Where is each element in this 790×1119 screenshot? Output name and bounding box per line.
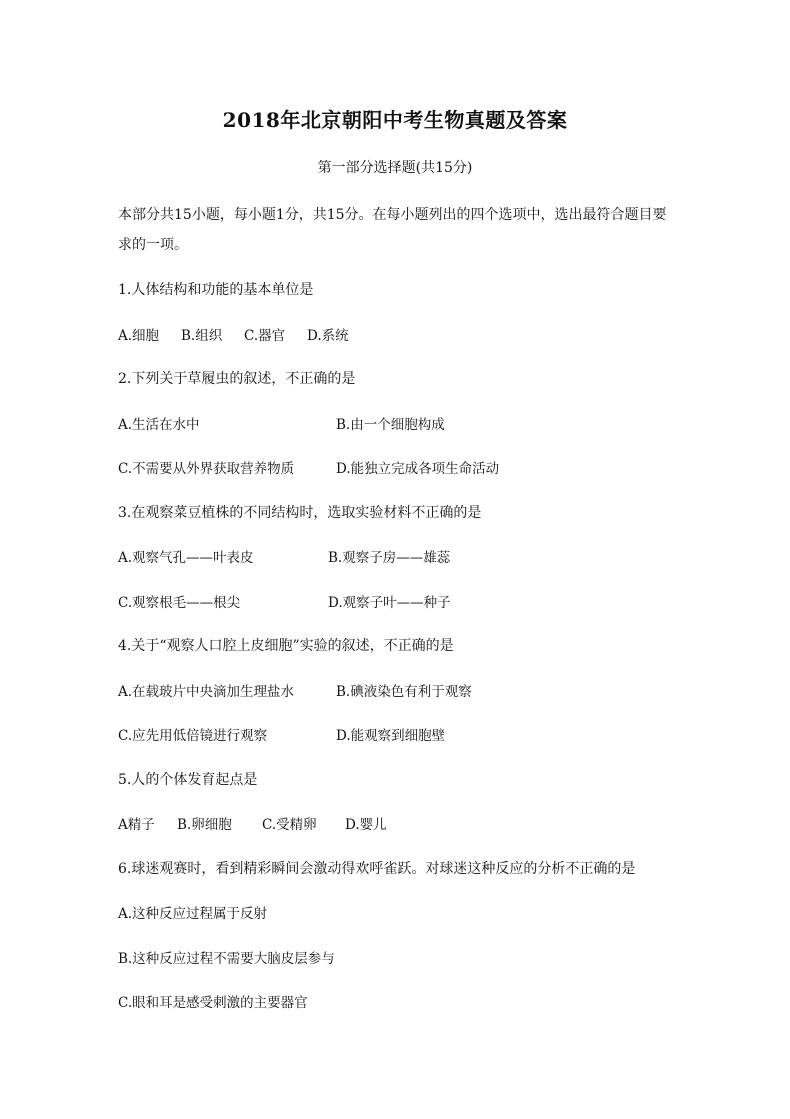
question-5-option-d: D.婴儿: [345, 817, 387, 833]
question-3-option-d: D.观察子叶——种子: [328, 595, 451, 611]
question-1-stem: 1.人体结构和功能的基本单位是: [118, 282, 314, 298]
question-3-stem: 3.在观察菜豆植株的不同结构时，选取实验材料不正确的是: [118, 505, 482, 521]
question-5-option-c: C.受精卵: [262, 817, 317, 833]
section-heading: 第一部分选择题(共15分): [317, 160, 473, 176]
question-1-option-d: D.系统: [307, 328, 349, 344]
question-1-option-b: B.组织: [181, 328, 223, 344]
question-6-option-c: C.眼和耳是感受刺激的主要器官: [118, 995, 308, 1011]
question-6-option-b: B.这种反应过程不需要大脑皮层参与: [118, 951, 335, 967]
question-1-option-a: A.细胞: [118, 328, 160, 344]
question-2-option-b: B.由一个细胞构成: [336, 417, 445, 433]
question-6-option-a: A.这种反应过程属于反射: [118, 906, 268, 922]
document-title: 2018年北京朝阳中考生物真题及答案: [222, 108, 568, 132]
question-3-option-b: B.观察子房——雄蕊: [328, 550, 451, 566]
question-2-stem: 2.下列关于草履虫的叙述，不正确的是: [118, 371, 356, 387]
question-4-option-c: C.应先用低倍镜进行观察: [118, 728, 268, 744]
question-2-option-d: D.能独立完成各项生命活动: [336, 461, 500, 477]
question-4-option-b: B.碘液染色有利于观察: [336, 684, 472, 700]
question-4-stem: 4.关于“观察人口腔上皮细胞”实验的叙述，不正确的是: [118, 638, 454, 654]
question-2-option-c: C.不需要从外界获取营养物质: [118, 461, 295, 477]
question-4-option-a: A.在载玻片中央滴加生理盐水: [118, 684, 295, 700]
question-6-stem: 6.球迷观赛时，看到精彩瞬间会激动得欢呼雀跃。对球迷这种反应的分析不正确的是: [118, 861, 636, 877]
question-3-option-a: A.观察气孔——叶表皮: [118, 550, 254, 566]
section-instructions: 本部分共15小题，每小题1分，共15分。在每小题列出的四个选项中，选出最符合题目要求的一项。: [118, 207, 667, 253]
question-5-stem: 5.人的个体发育起点是: [118, 772, 258, 788]
question-5-option-a: A精子: [118, 817, 155, 833]
question-4-option-d: D.能观察到细胞壁: [336, 728, 446, 744]
question-1-option-c: C.器官: [244, 328, 286, 344]
question-3-option-c: C.观察根毛——根尖: [118, 595, 241, 611]
question-2-option-a: A.生活在水中: [118, 417, 200, 433]
question-5-option-b: B.卵细胞: [177, 817, 232, 833]
